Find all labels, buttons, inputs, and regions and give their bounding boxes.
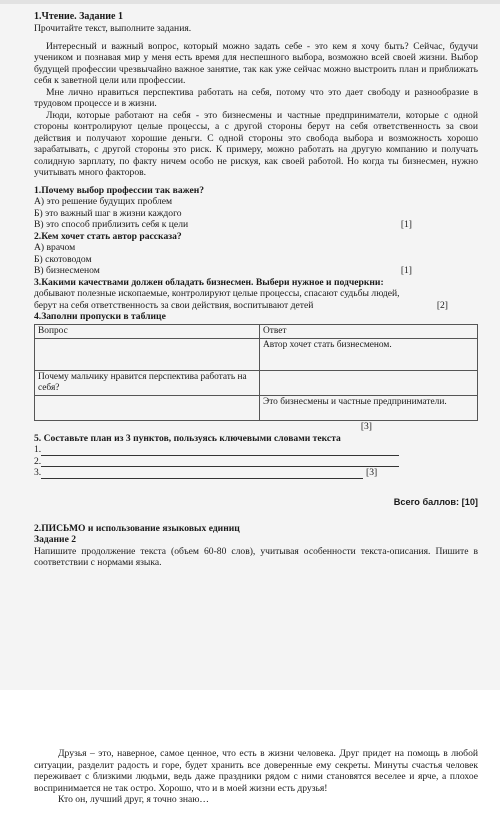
table-row bbox=[35, 396, 478, 421]
plan-number-2: 2. bbox=[34, 455, 42, 467]
text-paragraph-2: Мне лично нравиться перспектива работать на себя, потому что это дает свободу и разнообразие в трудовом процессе и в жизни. bbox=[34, 86, 478, 109]
table-row bbox=[35, 370, 478, 396]
section1-title: 1.Чтение. Задание 1 bbox=[34, 11, 123, 22]
table-cell-answer-1: Автор хочет стать бизнесменом. bbox=[260, 338, 478, 370]
q1-mark: [1] bbox=[400, 219, 412, 230]
plan-underline-1[interactable] bbox=[41, 446, 399, 456]
plan-number-3: 3. bbox=[34, 467, 42, 479]
fill-in-table bbox=[34, 324, 478, 422]
plan-underline-2[interactable] bbox=[41, 457, 399, 467]
q3-line-2: берут на себя ответственность за свои действия, воспитывают детей bbox=[34, 299, 314, 311]
q2-mark: [1] bbox=[400, 265, 412, 276]
q2-option-c-row bbox=[34, 265, 478, 277]
total-score: Всего баллов: [10] bbox=[393, 496, 478, 507]
table-cell-answer-3: Это бизнесмены и частные предприниматели. bbox=[260, 396, 478, 421]
text-paragraph-1: Интересный и важный вопрос, который можно задать себе - это кем я хочу быть? Сейчас, будучи учеником и познавая мир у меня есть время для неспешного выбора, возможно всей своей жизни. Выбор будущей профессии чрезвычайно важное занятие, так как уже сейчас можно выстроить план и приближать себя к заветной цели или профессии. bbox=[34, 40, 478, 86]
continuation-text bbox=[34, 748, 478, 806]
question-4: 4.Заполни пропуски в таблице bbox=[34, 311, 166, 322]
text-paragraph-3: Люди, которые работают на себя - это бизнесмены и частные предприниматели, которые с одной стороны контролируют целые процессы, а с другой стороны берут на себя ответственность за свои действия и получают хорошие деньги. С одной стороны это свобода выбора и возможность хорошо зарабатывать, с другой стороны это риск. К примеру, можно работать на другую компанию и получать солидную зарплату, по факту ничем особо не рискуя, как своей работой. Но когда ты бизнесмен, нужно учитывать много факторов. bbox=[34, 109, 478, 178]
question-3: 3.Какими качествами должен обладать бизнесмен. Выбери нужное и подчеркни: bbox=[34, 276, 384, 288]
plan-underline-3[interactable] bbox=[41, 469, 363, 479]
q3-mark: [2] bbox=[436, 299, 448, 311]
q1-option-c: В) это способ приблизить себя к цели bbox=[34, 219, 189, 230]
q2-option-b: Б) скотоводом bbox=[34, 253, 92, 265]
section1-instruction: Прочитайте текст, выполните задания. bbox=[34, 23, 192, 34]
q5-mark: [3] bbox=[366, 467, 378, 479]
q1-option-c-row bbox=[34, 219, 478, 231]
q2-option-c: В) бизнесменом bbox=[34, 265, 100, 276]
section2-title: 2.ПИСЬМО и использование языковых единиц bbox=[34, 522, 240, 534]
worksheet-content bbox=[34, 11, 478, 569]
q1-option-b: Б) это важный шаг в жизни каждого bbox=[34, 207, 182, 219]
table-header-question: Вопрос bbox=[35, 324, 260, 338]
plan-line-3[interactable] bbox=[34, 467, 478, 479]
q3-line-2-row bbox=[34, 300, 478, 312]
table-cell-question-2: Почему мальчику нравится перспектива работать на себя? bbox=[35, 370, 260, 396]
question-5: 5. Составьте план из 3 пунктов, пользуясь ключевыми словами текста bbox=[34, 432, 341, 444]
q2-option-a: А) врачом bbox=[34, 242, 76, 253]
table-cell-answer-2[interactable] bbox=[260, 370, 478, 396]
q3-line-1: добывают полезные ископаемые, контролируют целые процессы, спасают судьбы людей, bbox=[34, 288, 400, 299]
friends-last-line: Кто он, лучший друг, я точно знаю… bbox=[58, 794, 210, 805]
table-cell-question-1[interactable] bbox=[35, 338, 260, 370]
q4-mark: [3] bbox=[360, 421, 372, 433]
table-header-answer: Ответ bbox=[260, 324, 478, 338]
page-top-edge bbox=[0, 0, 500, 4]
q1-option-a: А) это решение будущих проблем bbox=[34, 196, 173, 207]
friends-paragraph: Друзья – это, наверное, самое ценное, что есть в жизни человека. Друг придет на помощь в любой ситуации, разделит радость и горе, будет хранить все доверенные ему секреты. Минуты счастья человек переживает с близкими людьми, ведь даже праздники рядом с ними становятся веселее и ярче, а плохое воспринимается не так остро. Хорошо, что и в моей жизни есть друзья! bbox=[34, 748, 478, 794]
question-2: 2.Кем хочет стать автор рассказа? bbox=[34, 230, 182, 242]
question-1: 1.Почему выбор профессии так важен? bbox=[34, 184, 205, 196]
plan-line-1[interactable] bbox=[34, 444, 478, 456]
section2-instruction: Напишите продолжение текста (объем 60-80 слов), учитывая особенности текста-описания. Пишите в соответствии с нормами языка. bbox=[34, 545, 478, 569]
table-cell-question-3[interactable] bbox=[35, 396, 260, 421]
table-header-row bbox=[35, 324, 478, 338]
table-row bbox=[35, 338, 478, 370]
section2-task: Задание 2 bbox=[34, 534, 77, 546]
plan-number-1: 1. bbox=[34, 444, 42, 456]
plan-line-2[interactable] bbox=[34, 456, 478, 468]
